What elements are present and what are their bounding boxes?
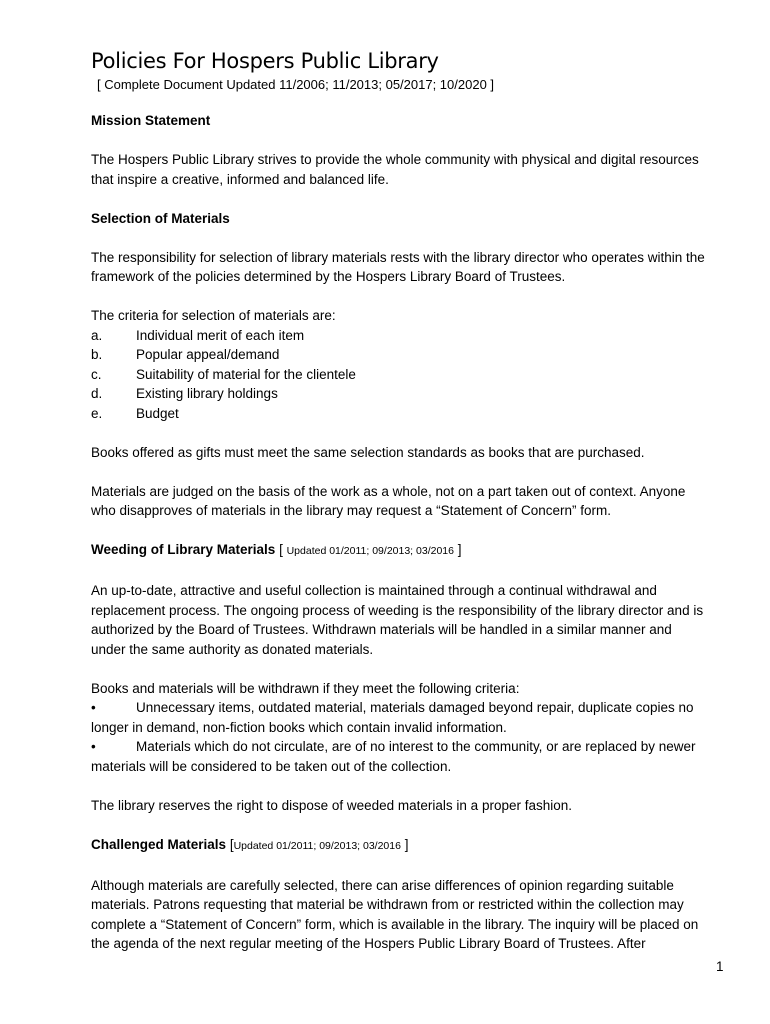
list-item bbox=[91, 698, 731, 737]
text-line: The Hospers Public Library strives to provide the whole community with physical and digital resources bbox=[91, 152, 699, 167]
bracket-open: [ bbox=[229, 836, 234, 852]
text-line: Books offered as gifts must meet the same selection standards as books that are purchased. bbox=[91, 444, 645, 460]
list-item bbox=[91, 326, 731, 346]
bracket-open: [ bbox=[279, 542, 283, 557]
challenged-section bbox=[91, 835, 731, 954]
text-line: materials. Patrons requesting that material be withdrawn from or restricted within the collection may bbox=[91, 897, 684, 912]
selection-judged-paragraph bbox=[91, 482, 731, 521]
selection-responsibility-paragraph bbox=[91, 248, 731, 287]
bracket-close: ] bbox=[457, 542, 462, 557]
selection-criteria-list bbox=[91, 326, 731, 424]
bullet-first-line bbox=[91, 698, 731, 718]
weeding-heading bbox=[91, 540, 731, 562]
bullet-marker: • bbox=[91, 700, 96, 715]
text-line: the agenda of the next regular meeting of the Hospers Public Library Board of Trustees. After bbox=[91, 936, 646, 951]
bracket-close: ] bbox=[404, 836, 409, 852]
challenged-heading bbox=[91, 835, 731, 857]
challenged-heading-title: Challenged Materials bbox=[91, 836, 227, 852]
list-item bbox=[91, 384, 731, 404]
text-line: who disapproves of materials in the library may request a “Statement of Concern” form. bbox=[91, 503, 611, 518]
text-line: that inspire a creative, informed and balanced life. bbox=[91, 171, 389, 187]
text-line: The library reserves the right to dispose of weeded materials in a proper fashion. bbox=[91, 797, 572, 813]
text-line: Although materials are carefully selected, there can arise differences of opinion regarding suitable bbox=[91, 877, 674, 893]
mission-section bbox=[91, 111, 731, 189]
weeding-heading-title: Weeding of Library Materials bbox=[91, 542, 276, 557]
text-line: The criteria for selection of materials are: bbox=[91, 308, 336, 323]
list-marker: a. bbox=[91, 327, 103, 343]
bullet-marker: • bbox=[91, 739, 96, 754]
weeding-dispose-paragraph bbox=[91, 796, 731, 816]
list-item-text: Individual merit of each item bbox=[136, 327, 305, 343]
text-line: replacement process. The ongoing process of weeding is the responsibility of the library director and is bbox=[91, 602, 704, 618]
list-item-text: Materials which do not circulate, are of no interest to the community, or are replaced by newer bbox=[136, 739, 696, 754]
text-line: under the same authority as donated materials. bbox=[91, 641, 374, 657]
document-title: Policies For Hospers Public Library bbox=[91, 49, 439, 73]
selection-gifts-paragraph bbox=[91, 443, 731, 463]
text-line: framework of the policies determined by the Hospers Library Board of Trustees. bbox=[91, 269, 566, 284]
list-item-text: Unnecessary items, outdated material, materials damaged beyond repair, duplicate copies no bbox=[136, 700, 694, 715]
list-marker: c. bbox=[91, 366, 102, 382]
text-line: authorized by the Board of Trustees. Withdrawn materials will be handled in a similar manner and bbox=[91, 622, 672, 637]
challenged-paragraph bbox=[91, 876, 731, 954]
text-line: Materials are judged on the basis of the work as a whole, not on a part taken out of context. Anyone bbox=[91, 483, 686, 499]
list-item-text: Budget bbox=[136, 405, 179, 421]
list-item bbox=[91, 404, 731, 424]
mission-heading: Mission Statement bbox=[91, 113, 211, 128]
list-item bbox=[91, 365, 731, 385]
weeding-updated-note: Updated 01/2011; 09/2013; 03/2016 bbox=[286, 545, 454, 557]
text-line: complete a “Statement of Concern” form, which is available in the library. The inquiry will be placed on bbox=[91, 916, 699, 932]
bullet-continuation: longer in demand, non-fiction books which contain invalid information. bbox=[91, 719, 507, 735]
list-marker: e. bbox=[91, 405, 103, 421]
selection-heading: Selection of Materials bbox=[91, 210, 230, 226]
document-body bbox=[91, 48, 731, 954]
list-marker: b. bbox=[91, 347, 103, 362]
selection-section bbox=[91, 209, 731, 521]
list-item bbox=[91, 345, 731, 365]
text-line: An up-to-date, attractive and useful collection is maintained through a continual withdrawal and bbox=[91, 583, 657, 598]
page-number: 1 bbox=[716, 959, 724, 974]
list-item-text: Existing library holdings bbox=[136, 386, 278, 401]
text-line: Books and materials will be withdrawn if they meet the following criteria: bbox=[91, 680, 520, 696]
challenged-updated-note: Updated 01/2011; 09/2013; 03/2016 bbox=[233, 839, 401, 852]
document-update-note: [ Complete Document Updated 11/2006; 11/2013; 05/2017; 10/2020 ] bbox=[97, 77, 495, 92]
list-item-text: Suitability of material for the clientele bbox=[136, 366, 356, 382]
mission-paragraph bbox=[91, 150, 731, 189]
weeding-process-paragraph bbox=[91, 581, 731, 659]
list-item-text: Popular appeal/demand bbox=[136, 347, 280, 362]
weeding-criteria-intro bbox=[91, 679, 731, 699]
bullet-first-line bbox=[91, 737, 731, 757]
bullet-continuation: materials will be considered to be taken out of the collection. bbox=[91, 758, 452, 774]
weeding-section bbox=[91, 540, 731, 815]
text-line: The responsibility for selection of library materials rests with the library director who operates within the bbox=[91, 249, 705, 265]
list-marker: d. bbox=[91, 386, 103, 401]
selection-criteria-intro bbox=[91, 306, 731, 326]
list-item bbox=[91, 737, 731, 776]
